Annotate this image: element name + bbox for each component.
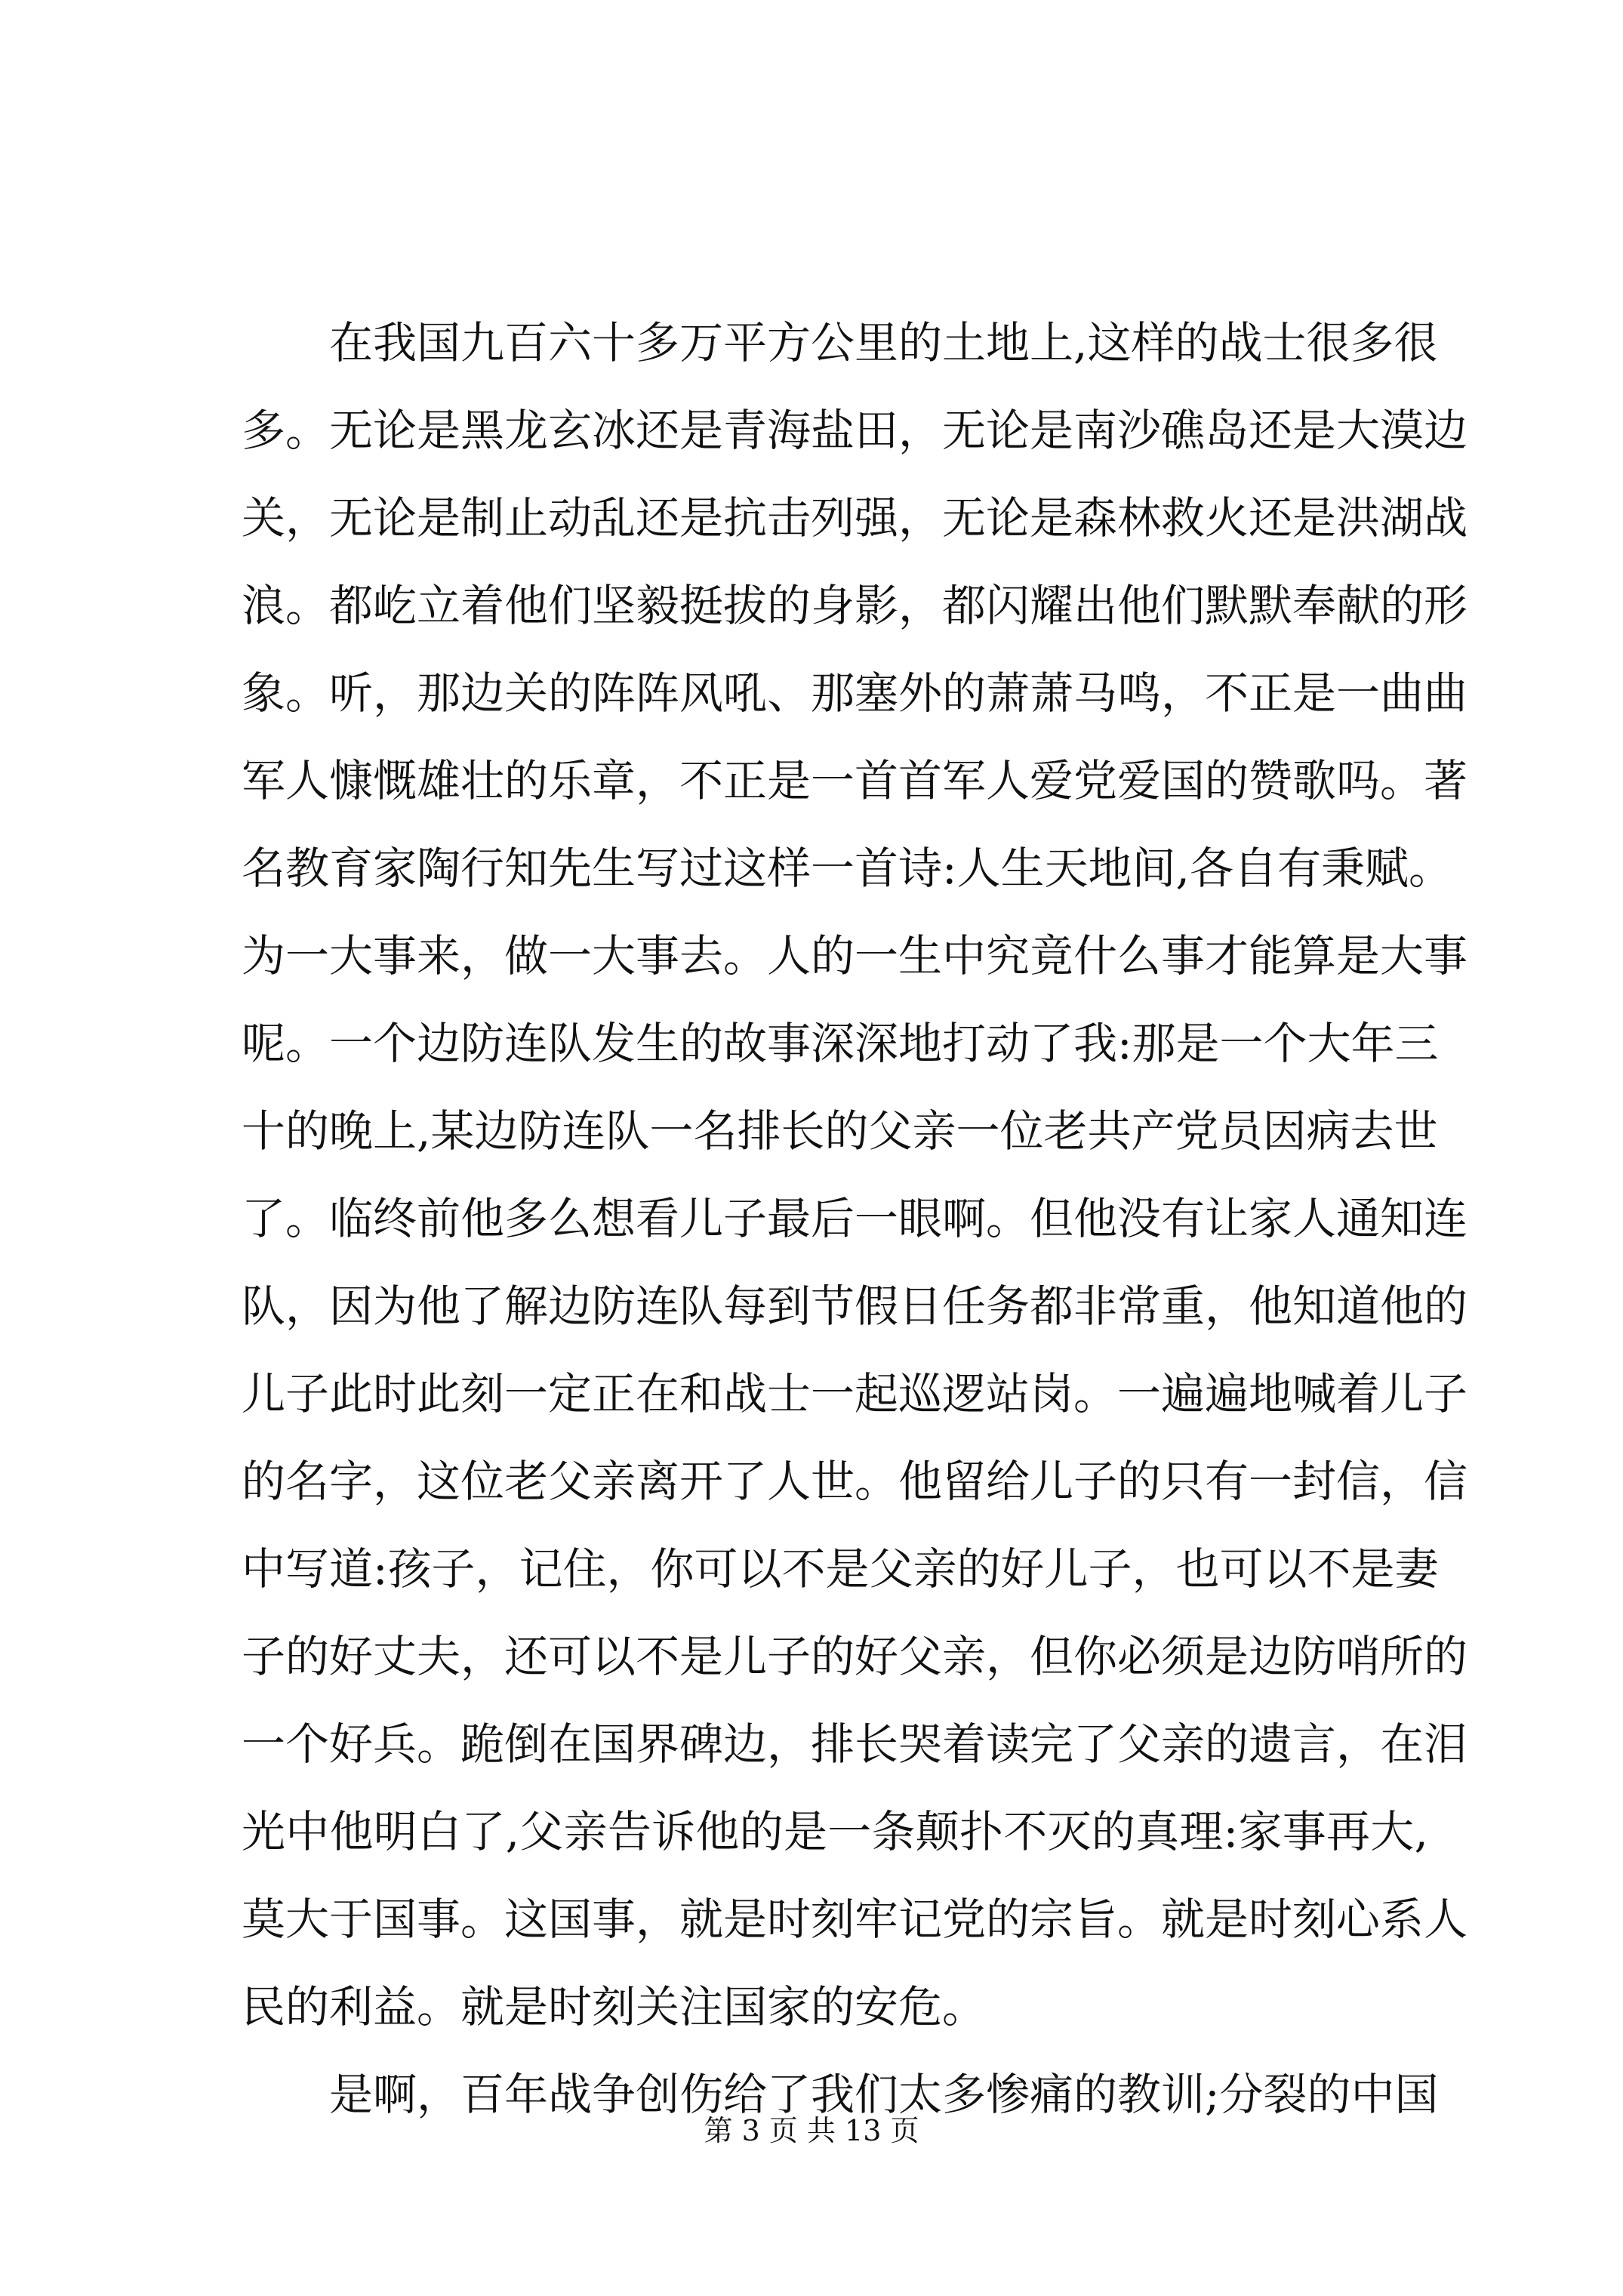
text-line: 十的晚上,某边防连队一名排长的父亲一位老共产党员因病去世 [242,1105,1438,1157]
text-line: 关，无论是制止动乱还是抗击列强，无论是森林救火还是洪湖战 [242,492,1468,544]
text-line: 光中他明白了,父亲告诉他的是一条颠扑不灭的真理:家事再大, [242,1806,1428,1857]
page-footer: 第 3 页 共 13 页 [704,2114,919,2147]
text-line: 多。无论是黑龙玄冰还是青海盐田，无论是南沙礁岛还是大漠边 [242,405,1468,456]
text-line: 中写道:孩子，记住，你可以不是父亲的好儿子，也可以不是妻 [242,1543,1439,1595]
text-line: 浪。都屹立着他们坚毅挺拔的身影，都闪耀出他们默默奉献的形 [242,580,1468,631]
text-line: 儿子此时此刻一定正在和战士一起巡逻站岗。一遍遍地喊着儿子 [242,1368,1468,1419]
text-line: 为一大事来，做一大事去。人的一生中究竟什么事才能算是大事 [242,930,1468,982]
text-line: 的名字，这位老父亲离开了人世。他留给儿子的只有一封信，信 [242,1456,1468,1507]
text-line: 子的好丈夫，还可以不是儿子的好父亲，但你必须是边防哨所的 [242,1631,1468,1682]
text-line: 象。听，那边关的阵阵风吼、那塞外的萧萧马鸣，不正是一曲曲 [242,667,1468,719]
text-line: 呢。一个边防连队发生的故事深深地打动了我:那是一个大年三 [242,1018,1439,1069]
text-line: 一个好兵。跪倒在国界碑边，排长哭着读完了父亲的遗言，在泪 [242,1718,1468,1770]
text-line: 军人慷慨雄壮的乐章，不正是一首首军人爱党爱国的赞歌吗。著 [242,755,1468,806]
text-line: 了。临终前他多么想看儿子最后一眼啊。但他没有让家人通知连 [242,1193,1468,1244]
text-line: 民的利益。就是时刻关注国家的安危。 [242,1981,987,2032]
text-line: 是啊，百年战争创伤给了我们太多惨痛的教训;分裂的中国 [242,2069,1439,2120]
text-line: 队，因为他了解边防连队每到节假日任务都非常重，他知道他的 [242,1281,1468,1332]
body-text [242,299,1468,2138]
text-line: 名教育家陶行知先生写过这样一首诗:人生天地间,各自有秉赋。 [242,843,1452,894]
text-line: 莫大于国事。这国事，就是时刻牢记党的宗旨。就是时刻心系人 [242,1894,1468,1945]
text-line: 在我国九百六十多万平方公里的土地上,这样的战士很多很 [242,317,1438,368]
